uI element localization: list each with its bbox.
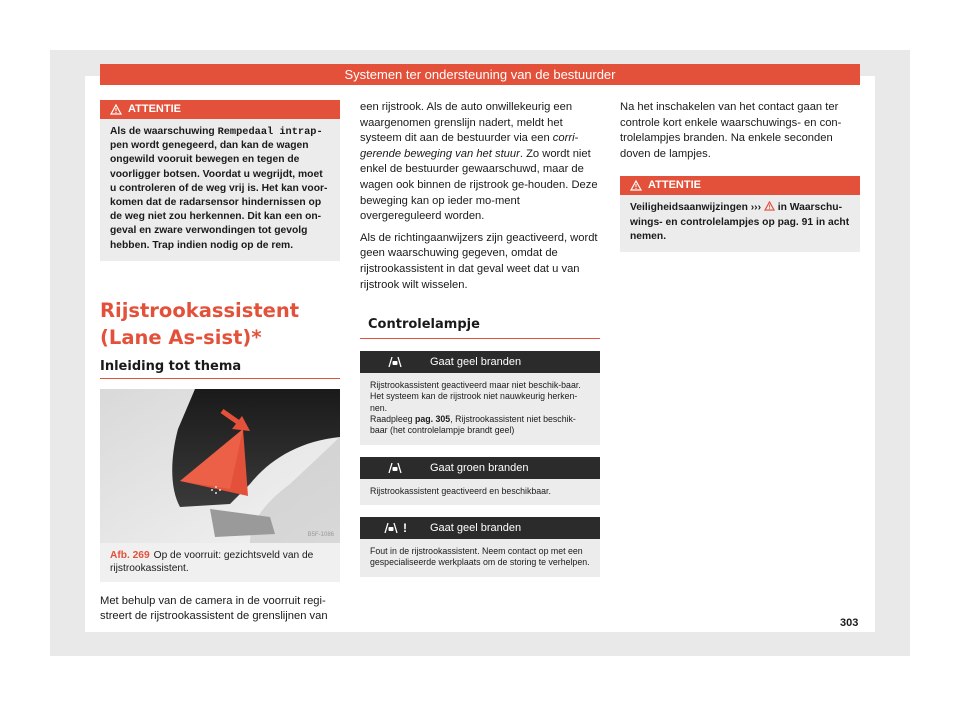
warning-text-part: Veiligheidsaanwijzingen ››› — [630, 202, 764, 214]
paragraph-part: een rijstrook. Als de auto onwillekeurig een waargenomen grenslijn nadert, meldt het systeem dit aan de bestuurder via een — [360, 101, 573, 145]
lamp-description — [360, 373, 600, 444]
page-number: 303 — [840, 617, 859, 629]
lane-assist-icon — [360, 356, 430, 368]
windshield-camera-image — [100, 389, 340, 543]
fault-mark: ! — [403, 520, 407, 535]
lamp-title: Gaat groen branden — [430, 461, 529, 474]
lamp-line: Rijstrookassistent geactiveerd maar niet beschik-baar. — [370, 380, 581, 391]
warning-text — [100, 119, 340, 261]
warning-heading: ATTENTIE — [648, 179, 701, 192]
lamp-block — [360, 351, 600, 444]
lamp-title: Gaat geel branden — [430, 521, 522, 534]
paragraph — [360, 100, 600, 225]
lamp-title: Gaat geel branden — [430, 356, 522, 369]
lamp-description — [360, 479, 600, 505]
chapter-header: Systemen ter ondersteuning van de bestuurder — [100, 64, 860, 85]
lamp-line: Rijstrookassistent geactiveerd en beschikbaar. — [370, 485, 551, 496]
lane-assist-fault-icon — [360, 521, 430, 535]
warning-text — [620, 195, 860, 252]
paragraph: Na het inschakelen van het contact gaan ter controle kort enkele waarschuwings- en con-trolelampjes branden. Na enkele seconden doven de lampjes. — [620, 101, 842, 160]
warning-text-part: Als de waarschuwing — [110, 126, 218, 137]
lane-assist-icon — [360, 462, 430, 474]
page-reference: pag. 305 — [415, 414, 451, 425]
warning-heading: ATTENTIE — [128, 103, 181, 115]
warning-triangle-icon — [110, 104, 122, 115]
lamp-line: Het systeem kan de rijstrook niet nauwkeurig herken-nen. — [370, 391, 578, 413]
lamp-reference — [370, 414, 590, 437]
paragraph-part: . Zo wordt niet enkel de bestuurder gewaarschuwd, maar de wagen ook binnen de rijstrook ge-houden. Deze beweging kan op ieder mo-ment overgereguleerd worden. — [360, 147, 598, 223]
lamp-header — [360, 351, 600, 373]
figure-label: Afb. 269 — [110, 549, 150, 561]
lamp-description — [360, 539, 600, 577]
lamp-line: Fout in de rijstrookassistent. Neem contact op met een gespecialiseerde werkplaats om de storing te verhelpen. — [370, 545, 590, 568]
warning-box — [100, 100, 340, 261]
reference-part: Raadpleeg — [370, 414, 415, 425]
warning-text-part: pen wordt genegeerd, dan kan de wagen ongewild vooruit bewegen en tegen de voorligger botsen. Voordat u wegrijdt, moet u controleren of de weg vrij is. Het kan voor-komen dat de radarsensor hindernissen op de weg niet zou herkennen. Dit kan een on-geval en zware verwondingen tot gevolg hebben. Trap indien nodig op de rem. — [110, 140, 328, 251]
column-right — [620, 100, 860, 252]
warning-header — [100, 100, 340, 119]
lamp-block — [360, 517, 600, 577]
lamp-block — [360, 457, 600, 505]
reference-part: , Rijstrookassistent niet beschik-baar (het controlelampje brandt geel) — [370, 414, 576, 436]
paragraph: Als de richtingaanwijzers zijn geactiveerd, wordt geen waarschuwing gegeven, omdat de rijstrookassistent in dat geval weet dat u van rijstrook wilt wisselen. — [360, 231, 598, 291]
warning-header — [620, 176, 860, 195]
figure-caption — [100, 543, 340, 582]
figure — [100, 389, 340, 582]
paragraph: Met behulp van de camera in de voorruit regi-streert de rijstrookassistent de grenslijnen van — [100, 594, 328, 623]
warning-text-part: in Waarschu-wings- en controlelampjes op pag. 91 in acht nemen. — [630, 202, 850, 242]
warning-box — [620, 176, 860, 252]
section-subtitle: Inleiding tot thema — [100, 359, 340, 379]
control-lamp-title: Controlelampje — [360, 317, 600, 339]
figure-code: B5F-1086 — [307, 531, 334, 538]
warning-triangle-icon — [764, 201, 775, 211]
column-middle — [360, 100, 600, 577]
warning-code: Rempedaal intrap- — [217, 126, 323, 138]
section-title: Rijstrookassistent (Lane As-sist)* — [100, 298, 300, 349]
lamp-header — [360, 517, 600, 539]
paragraph-emphasis: corri-gerende beweging van het stuur — [360, 132, 579, 160]
lamp-header — [360, 457, 600, 479]
figure-caption-text: Op de voorruit: gezichtsveld van de rijstrookassistent. — [110, 549, 314, 574]
column-left — [100, 100, 340, 625]
warning-triangle-icon — [630, 180, 642, 191]
